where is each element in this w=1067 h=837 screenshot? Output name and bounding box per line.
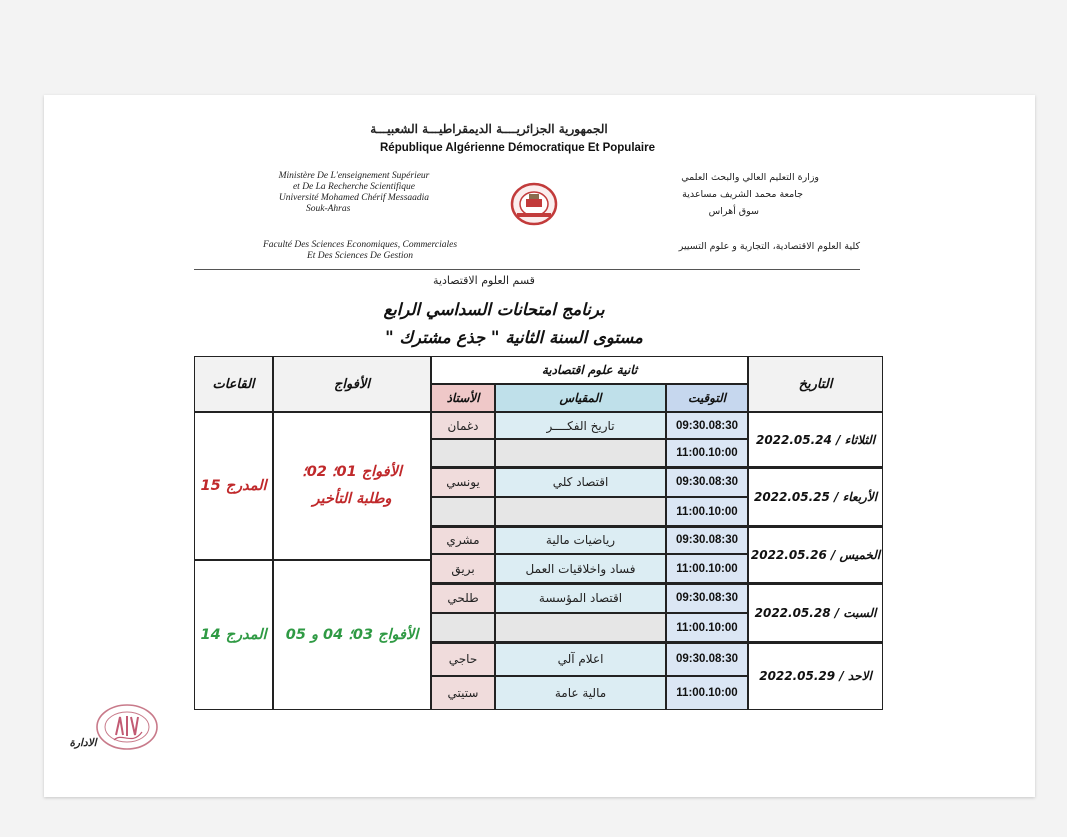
- ministry-arabic-block: [604, 169, 819, 220]
- time-cell: 09:30.08:30: [666, 467, 748, 497]
- time-cell: 11:00.10:00: [666, 497, 748, 526]
- day-separator: [431, 582, 883, 585]
- department-title: قسم العلوم الاقتصادية: [433, 274, 535, 287]
- date-cell: الثلاثاء / 2022.05.24: [748, 412, 883, 467]
- level-title: مستوى السنة الثانية " جذع مشترك ": [385, 328, 643, 347]
- room-cell-red: المدرج 15: [194, 412, 273, 560]
- header-groups: الأفواج: [273, 356, 431, 412]
- header-date: التاريخ: [748, 356, 883, 412]
- date-cell: الاحد / 2022.05.29: [748, 642, 883, 710]
- date-cell: السبت / 2022.05.28: [748, 583, 883, 642]
- professor-cell: طلحي: [431, 583, 495, 613]
- faculty-french-block: [244, 240, 476, 262]
- time-cell: 09:30.08:30: [666, 642, 748, 676]
- time-cell: 11:00.10:00: [666, 676, 748, 710]
- module-cell-empty: [495, 613, 666, 642]
- header-module: المقياس: [495, 384, 666, 412]
- day-separator: [431, 466, 883, 469]
- groups-cell-red: [273, 412, 431, 560]
- header-divider: [194, 269, 860, 270]
- professor-cell: بريق: [431, 554, 495, 583]
- module-cell: رياضيات مالية: [495, 526, 666, 554]
- header-time: التوقيت: [666, 384, 748, 412]
- program-title: برنامج امتحانات السداسي الرابع: [383, 300, 605, 319]
- header-professor: الأستاذ: [431, 384, 495, 412]
- module-cell-empty: [495, 439, 666, 467]
- faculty-fr-line-1: Faculté Des Sciences Economiques, Commerciales: [262, 240, 458, 250]
- professor-cell-empty: [431, 497, 495, 526]
- time-cell: 09:30.08:30: [666, 583, 748, 613]
- ministry-fr-line-2: et De La Recherche Scientifique: [292, 182, 416, 192]
- groups-line: وطلبة التأخير: [312, 491, 392, 507]
- time-cell: 09:30.08:30: [666, 526, 748, 554]
- university-ar-line: جامعة محمد الشريف مساعدية: [682, 189, 803, 200]
- faculty-fr-line-2: Et Des Sciences De Gestion: [306, 251, 414, 261]
- professor-cell: ستيتي: [431, 676, 495, 710]
- faculty-arabic: كلية العلوم الاقتصادية، التجارية و علوم التسيير: [678, 241, 860, 252]
- university-logo: [509, 182, 559, 226]
- day-separator: [431, 525, 883, 528]
- city-fr-line: Souk-Ahras: [306, 204, 351, 214]
- time-cell: 11:00.10:00: [666, 554, 748, 583]
- groups-line: الأفواج 01؛ 02؛: [302, 464, 402, 480]
- administration-label: الادارة: [69, 737, 97, 749]
- professor-cell-empty: [431, 613, 495, 642]
- module-cell: تاريخ الفكــــر: [495, 412, 666, 439]
- exam-schedule-table: [194, 356, 883, 710]
- date-cell: الخميس / 2022.05.26: [748, 526, 883, 583]
- ministry-french-block: [244, 171, 464, 215]
- module-cell: فساد واخلاقيات العمل: [495, 554, 666, 583]
- professor-cell: حاجي: [431, 642, 495, 676]
- professor-cell: يونسي: [431, 467, 495, 497]
- day-separator: [431, 641, 883, 644]
- groups-cell-green: الأفواج 03؛ 04 و 05: [273, 560, 431, 710]
- module-cell: اقتصاد المؤسسة: [495, 583, 666, 613]
- time-cell: 11:00.10:00: [666, 439, 748, 467]
- date-cell: الأربعاء / 2022.05.25: [748, 467, 883, 526]
- document-page: [44, 95, 1035, 797]
- city-ar-line: سوق أهراس: [708, 206, 759, 217]
- module-cell: اعلام آلي: [495, 642, 666, 676]
- republic-arabic: الجمهورية الجزائريــــة الديمقراطيـــة الشعبيـــة: [370, 122, 608, 136]
- professor-cell-empty: [431, 439, 495, 467]
- module-cell: اقتصاد كلي: [495, 467, 666, 497]
- module-cell-empty: [495, 497, 666, 526]
- header-group-title: ثانية علوم اقتصادية: [431, 356, 748, 384]
- professor-cell: مشري: [431, 526, 495, 554]
- ministry-ar-line: وزارة التعليم العالي والبحث العلمي: [681, 172, 819, 183]
- time-cell: 11:00.10:00: [666, 613, 748, 642]
- ministry-fr-line-1: Ministère De L'enseignement Supérieur: [278, 171, 430, 181]
- header-rooms: القاعات: [194, 356, 273, 412]
- room-cell-green: المدرج 14: [194, 560, 273, 710]
- professor-cell: دغمان: [431, 412, 495, 439]
- time-cell: 09:30.08:30: [666, 412, 748, 439]
- republic-french: République Algérienne Démocratique Et Populaire: [380, 142, 655, 154]
- university-fr-line: Université Mohamed Chérif Messaadia: [278, 193, 430, 203]
- module-cell: مالية عامة: [495, 676, 666, 710]
